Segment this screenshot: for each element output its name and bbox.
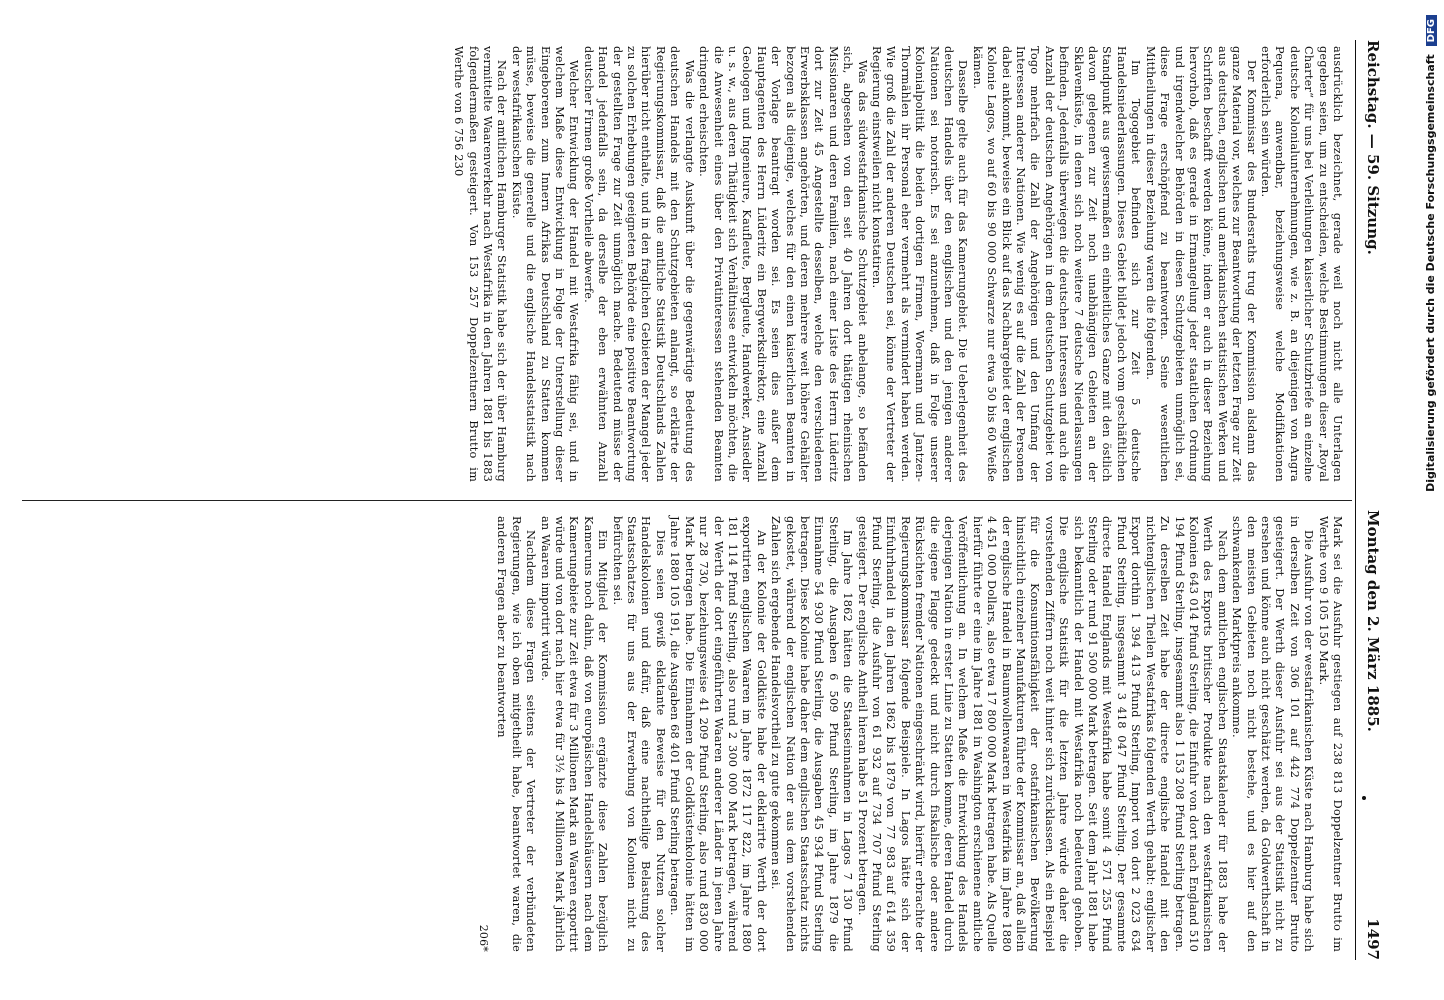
- paragraph: An der Kolonie der Goldküste habe der deklarirte Werth der dort exportirten englischen Waaren im Jahre 1872 117 822, im Jahre 1880 181 114 Pfund Sterling, also rund 2 300 000 Mark betragen, während der Werth der dort eingeführten Waaren anderer Länder in jenen Jahre nur 28 730, beziehungsweise 41 209 Pfund Sterling, also rund 830 000 Mark betragen habe. Die Einnahmen der Goldküstenkolonie hätten im Jahre 1880 105 191, die Ausgaben 68 401 Pfund Sterling betragen.: [668, 516, 768, 952]
- paragraph: Dasselbe gelte auch für das Kamerungebiet. Die Ueberlegenheit des deutschen Handels über den englischen und den jenigen anderer Nationen sei notorisch. Es sei anzunehmen, daß in Folge unserer Kolonialpolitik die beiden dortigen Firmen, Woermann und Jantzen-Thormählen ihr Personal eher vermehrt als vermindert haben werden. Wie groß die Zahl der anderen Deutschen sei, könne der Vertreter der Regierung einstweilen nicht konstatiren.: [870, 46, 970, 482]
- paragraph: Der Kommissar des Bundesraths trug der Kommission alsdann das ganze Material vor, welches zur Beantwortung der letzten Frage zur Zeit aus deutschen, englischen und amerikanischen statistischen Werken und Schriften beschafft werden könne, indem er auch in dieser Beziehung hervorhob, daß es gerade in Ermangelung jeder staatlichen Ordnung und irgendwelcher Behörden in diesen Schutzgebieten unmöglich sei, diese Frage erschöpfend zu beantworten. Seine wesentlichen Mittheilungen in dieser Beziehung waren die folgenden.: [1143, 46, 1258, 482]
- paragraph: Was die verlangte Auskunft über die gegenwärtige Bedeutung des deutschen Handels mit den Schutzgebieten anlangt, so erklärte der Regierungskommissar, daß die amtliche Statistik Deutschlands Zahlen hierüber nicht enthalte, und in den fraglichen Gebieten der Mangel jeder zu solchen Erhebungen geeigneten Behörde eine positive Beantwortung der gestellten Frage zur Zeit unmöglich mache. Bedeutend müsse der Handel jedenfalls sein, da derselbe der eben erwähnten Anzahl deutscher Firmen große Vortheile abwerfe.: [581, 46, 696, 482]
- left-column: [14, 46, 1344, 482]
- paragraph: Im Jahre 1862 hätten die Staatseinnahmen in Lagos 7 130 Pfund Sterling, die Ausgaben 6 509 Pfund Sterling, im Jahre 1879 die Einnahme 54 930 Pfund Sterling, die Ausgaben 45 934 Pfund Sterling betragen. Diese Kolonie habe daher dem englischen Staatsschatz nichts gekostet, während der englischen Nation der aus dem vorstehenden Zahlen sich ergebende Handelsvortheil zu gute gekommen sei.: [769, 516, 855, 952]
- header-left: Reichstag. — 59. Sitzung.: [1364, 40, 1382, 255]
- digitization-note-text: Digitalisierung gefördert durch die Deutsche Forschungsgemeinschaft: [1424, 54, 1437, 492]
- signature-mark: 206*: [477, 924, 491, 952]
- right-column: [14, 516, 1344, 952]
- paragraph: Die Ausfuhr von der westafrikanischen Küste nach Hamburg habe sich in derselben Zeit von 306 101 auf 442 774 Doppelzentner Brutto gesteigert. Der Werth dieser Ausfuhr sei aus der Statistik nicht zu ersehen und könne auch nicht geschätzt werden, da Goldwerthschaft in den meisten Gebieten noch nicht bestehe, und es hier auf den schwankenden Marktpreis ankomme.: [1230, 516, 1316, 952]
- header-center: Montag den 2. März 1885.: [1364, 510, 1382, 732]
- paragraph: Nach der amtlichen Hamburger Statistik habe sich der über Hamburg vermittelte Waarenverkehr nach Westafrika in den Jahren 1881 bis 1883 folgendermaßen gesteigert. Von 153 257 Doppelzentnern Brutto im Werthe von 6 756 230: [452, 46, 509, 482]
- dfg-sidebar: [1402, 10, 1437, 990]
- paragraph: Im Togogebiet befinden sich zur Zeit 5 deutsche Handelsniederlassungen. Dieses Gebiet bildet jedoch vom geschäftlichen Standpunkt aus gewissermaßen ein einheitliches Ganze mit den östlich davon gelegenen zur Zeit noch unabhängigen Gebieten an der Sklavenküste, in denen sich noch weitere 7 deutsche Niederlassungen befinden. Jedenfalls überwiegen die deutschen Interessen und auch die Anzahl der deutschen Angehörigen in dem deutschen Schutzgebiet von Togo mehrfach die Zahl der Angehörigen und den Umfang der Interessen anderer Nationen. Wie wenig es auf die Zahl der Personen dabei ankommt, beweise ein Blick auf das Nachbargebiet der englischen Kolonie Lagos, wo auf 60 bis 90 000 Schwarze nur etwa 50 bis 60 Weiße kämen.: [970, 46, 1143, 482]
- paragraph: ausdrücklich bezeichnet, gerade weil noch nicht alle Unterlagen gegeben seien, um zu entscheiden, welche Bestimmungen dieser „Royal Charter“ für uns bei Verleihungen kaiserlicher Schutzbriefe an einzelne deutsche Kolonialunternehmungen, wie z. B. an diejenigen von Angra Pequena, anwendbar, beziehungsweise welche Modifikationen erforderlich sein würden.: [1258, 46, 1344, 482]
- digitization-note: [1424, 15, 1444, 975]
- paragraph: Welcher Entwicklung der Handel mit Westafrika fähig sei, und in welchem Maße diese Entwicklung in Folge der Unterstellung dieser Eingeborenen zum Innern Afrikas Deutschland zu Statten kommen müsse, beweise die generelle und die englische Handelsstatistik nach der westafrikanischen Küste.: [509, 46, 581, 482]
- scan-speck: [1362, 796, 1366, 800]
- paragraph: Nachdem diese Fragen seitens der Vertreter der verbündeten Regierungen, wie ich oben mitgetheilt habe, beantwortet waren, die anderen Fragen aber zu beantworten: [495, 516, 538, 952]
- paragraph: Ein Mitglied der Kommission ergänzte diese Zahlen bezüglich Kameruns noch dahin, daß von europäischen Handelshäusern nach dem Kamerungebiete zur Zeit etwa für 3 Millionen Mark an Waaren exportirt würde und von dort nach hier etwa für 3½ bis 4 Millionen Mark jährlich an Waaren importirt würde.: [538, 516, 610, 952]
- page-number: 1497: [1364, 918, 1382, 960]
- paragraph: Was das südwestafrikanische Schutzgebiet anbelange, so befänden sich, abgesehen von den seit 40 Jahren dort thätigen rheinischen Missionaren und deren Familien, nach einer Liste des Herrn Lüderitz dort zur Zeit 45 Angestellte desselben, welche den verschiedenen Erwerbsklassen angehörten, und deren mehrere weit höhere Gehälter bezogen als diejenige, welches für den einen kaiserlichen Beamten in der Vorlage beantragt worden sei. Es seien dies außer dem Hauptagenten des Herrn Lüderitz ein Bergwerksdirektor, eine Anzahl Geologen und Ingenieure, Kaufleute, Bergleute, Handwerker, Ansiedler u. s. w., aus deren Thätigkeit sich Verhältnisse entwickeln möchten, die die Anwesenheit eines über den Privatinteressen stehenden Beamten dringend erheischten.: [697, 46, 869, 482]
- header-rule: [1355, 40, 1356, 960]
- paragraph: Mark sei die Ausfuhr gestiegen auf 238 813 Doppelzentner Brutto im Werthe von 9 105 150 Mark.: [1316, 516, 1344, 952]
- paragraph: Dies seien gewiß eklatante Beweise für den Nutzen solcher Handelskolonien und dafür, daß eine nachtheilige Belastung des Staatsschatzes für uns aus der Erwerbung von Kolonien nicht zu befürchten sei.: [610, 516, 667, 952]
- running-head: [1360, 40, 1388, 960]
- dfg-logo-badge: DFG: [1426, 15, 1437, 46]
- column-rule: [22, 500, 1352, 501]
- paragraph: Nach dem amtlichen englischen Staatskalender für 1883 habe der Werth des Exports britischer Produkte nach den westafrikanischen Kolonien 643 014 Pfund Sterling, die Einfuhr von dort nach England 510 194 Pfund Sterling, insgesammt also 1 153 208 Pfund Sterling betragen. Zu derselben Zeit habe der directe englische Handel mit den nichtenglischen Theilen Westafrikas folgenden Werth gehabt: englischer Export dorthin 1 394 413 Pfund Sterling, Import von dort 2 023 634 Pfund Sterling, insgesammt 3 418 047 Pfund Sterling. Der gesammte directe Handel Englands mit Westafrika habe somit 4 571 255 Pfund Sterling oder rund 91 500 000 Mark betragen. Seit dem Jahr 1881 habe sich bekanntlich der Handel mit Westafrika noch bedeutend gehoben. Die englische Statistik für die letzten Jahre würde daher die vorstehenden Ziffern noch weit hinter sich zurücklassen. Als ein Beispiel für die Konsumtionsfähigkeit der ostafrikanischen Bevölkerung hinsichtlich einzelner Manufakturen führte der Kommissar an, daß allein der englische Handel in Baumwollenwaaren in Westafrika im Jahre 1880 4 451 000 Dollars, also etwa 17 800 000 Mark betragen habe. Als Quelle hierfür führte er eine im Jahre 1881 in Washington erschienene amtliche Veröffentlichung an. In welchem Maße die Entwicklung des Handels derjenigen Nation in erster Linie zu Statten komme, deren Handel durch die eigene Flagge gedeckt und nicht durch fiskalische oder andere Rücksichten fremder Nationen eingeschränkt wird, hierfür erbrachte der Regierungskommissar folgende Beispiele. In Lagos hätte sich der Einfuhrhandel in den Jahren 1862 bis 1879 von 77 983 auf 614 359 Pfund Sterling, die Ausfuhr von 61 932 auf 734 707 Pfund Sterling gesteigert. Der englische Antheil hieran habe 51 Prozent betragen.: [855, 516, 1229, 952]
